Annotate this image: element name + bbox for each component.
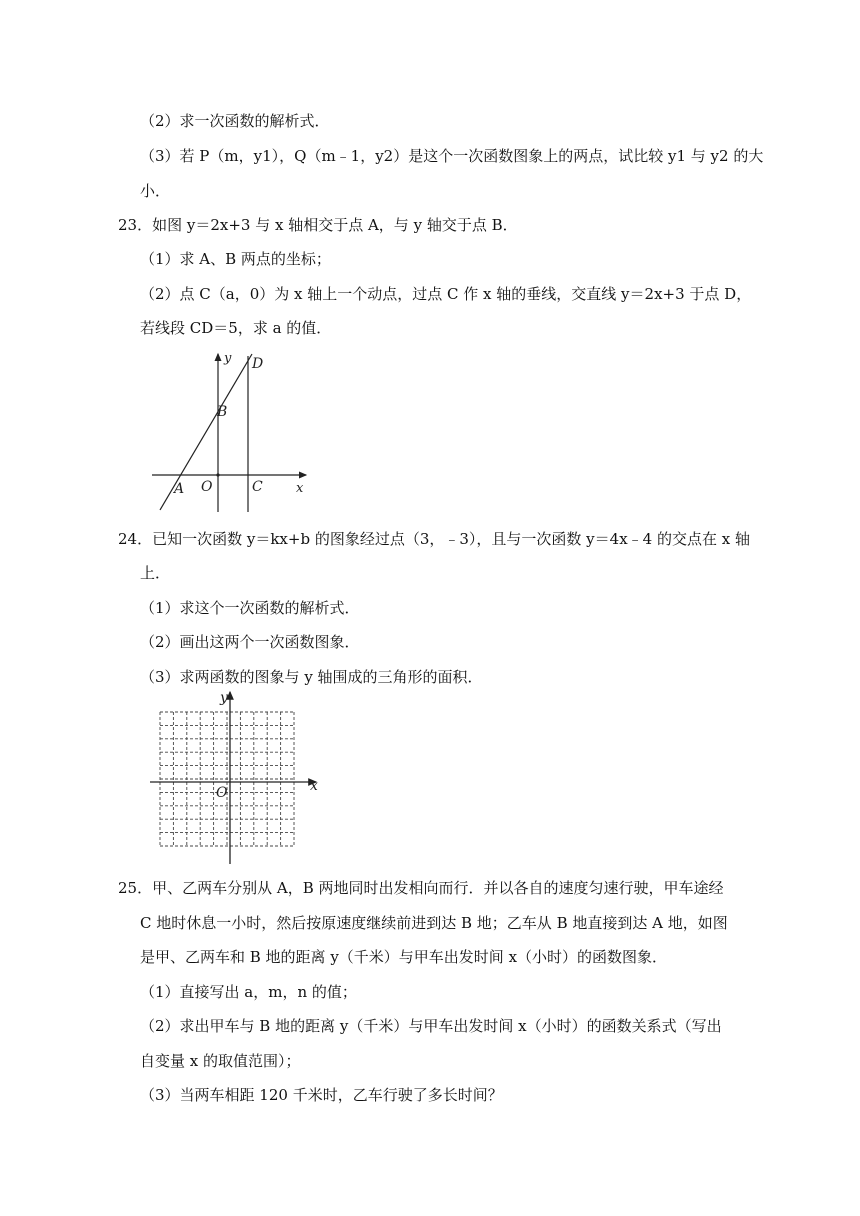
q24-part1: （1）求这个一次函数的解析式．	[140, 599, 360, 617]
q24-label-o: O	[216, 785, 228, 801]
q24-part2: （2）画出这两个一次函数图象．	[140, 633, 360, 651]
q25-part2-line2: 自变量 x 的取值范围）；	[140, 1052, 301, 1070]
q24-label-y: y	[220, 690, 228, 706]
q24-stem-line2: 上．	[140, 564, 171, 582]
q24-dashed-grid	[160, 712, 294, 846]
q23-part1: （1）求 A、B 两点的坐标；	[140, 250, 331, 268]
q22-part3-line1: （3）若 P（m，y1），Q（m﹣1，y2）是这个一次函数图象上的两点，试比较 y1 与 y2 的大	[140, 147, 764, 165]
q23-label-b: B	[217, 404, 228, 420]
q25-line3: 是甲、乙两车和 B 地的距离 y（千米）与甲车出发时间 x（小时）的函数图象．	[140, 948, 668, 966]
q24-part3: （3）求两函数的图象与 y 轴围成的三角形的面积．	[140, 668, 483, 686]
q23-label-c: C	[252, 479, 263, 495]
q23-stem: 23．如图 y＝2x+3 与 x 轴相交于点 A，与 y 轴交于点 B．	[118, 216, 518, 234]
q22-part2: （2）求一次函数的解析式．	[140, 112, 330, 130]
q23-label-o: O	[201, 479, 213, 495]
q25-part3: （3）当两车相距 120 千米时，乙车行驶了多长时间？	[140, 1086, 503, 1104]
q23-part2-line2: 若线段 CD＝5，求 a 的值．	[140, 319, 332, 337]
q23-label-x: x	[296, 481, 304, 496]
q25-part2-line1: （2）求出甲车与 B 地的距离 y（千米）与甲车出发时间 x（小时）的函数关系式（写出	[140, 1017, 722, 1035]
q25-line2: C 地时休息一小时，然后按原速度继续前进到达 B 地；乙车从 B 地直接到达 A 地，如图	[140, 914, 728, 932]
q23-figure	[148, 348, 318, 514]
q23-label-y: y	[224, 351, 232, 366]
q24-grid-figure	[148, 686, 328, 866]
q25-part1: （1）直接写出 a，m，n 的值；	[140, 983, 357, 1001]
q25-line1: 25．甲、乙两车分别从 A，B 两地同时出发相向而行．并以各自的速度匀速行驶，甲车途经	[118, 879, 724, 897]
q24-label-x: x	[310, 778, 318, 794]
q22-part3-line2: 小．	[140, 182, 171, 200]
q23-label-a: A	[174, 481, 185, 497]
q24-stem-line1: 24．已知一次函数 y＝kx+b 的图象经过点（3，﹣3），且与一次函数 y＝4x﹣4 的交点在 x 轴	[118, 530, 750, 548]
q23-part2-line1: （2）点 C（a，0）为 x 轴上一个动点，过点 C 作 x 轴的垂线，交直线 y＝2x+3 于点 D，	[140, 285, 752, 303]
q23-label-d: D	[252, 356, 264, 372]
q23-origin-dot	[216, 473, 219, 476]
